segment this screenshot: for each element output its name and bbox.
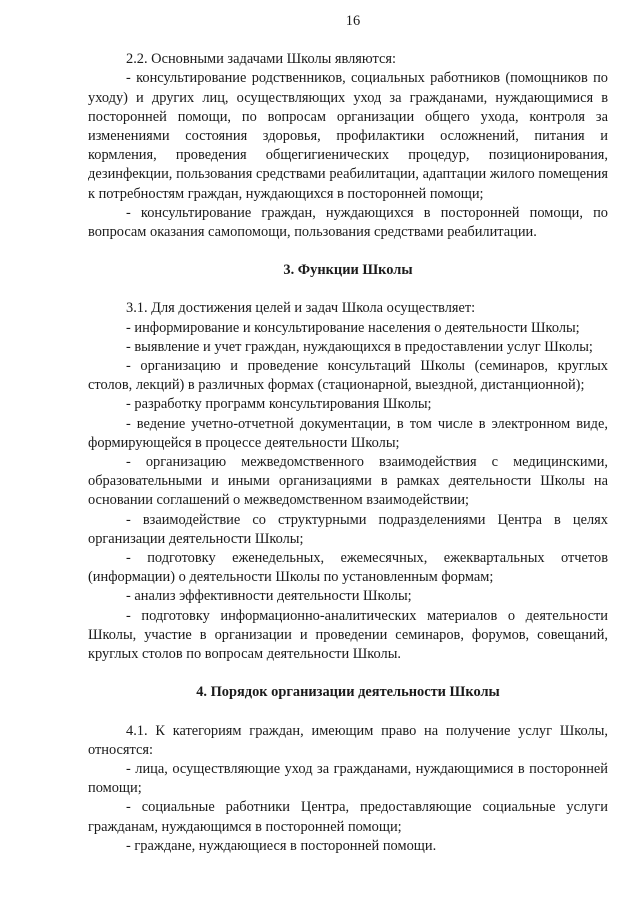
section-3-1-item: - разработку программ консультирования Школы; <box>126 396 432 413</box>
section-2-2-item: - консультирование граждан, нуждающихся в посторонней помощи, по вопросам оказания самопомощи, пользования средствами реабилитации. <box>88 204 608 241</box>
section-4-1-item: - граждане, нуждающиеся в посторонней помощи. <box>126 837 437 854</box>
section-3-1-item: - ведение учетно-отчетной документации, в том числе в электронном виде, формирующейся в процессе деятельности Школы; <box>88 415 608 451</box>
section-2-2-intro: 2.2. Основными задачами Школы являются: <box>126 51 396 68</box>
section-2-2-item: - консультирование родственников, социальных работников (помощников по уходу) и других лиц, осуществляющих уход за гражданами, нуждающимися в посторонней помощи, по вопросам организации общего ухода, контроля за изменениями состояния здоровья, профилактики осложнений, питания и кормления, проведения общегигиенических процедур, позиционирования, дезинфекции, пользования средствами реабилитации, адаптации жилого помещения к потребностям граждан, нуждающихся в посторонней помощи; <box>88 70 608 202</box>
section-4-heading: 4. Порядок организации деятельности Школы <box>196 684 500 701</box>
section-3-heading: 3. Функции Школы <box>283 262 413 279</box>
section-3-1-item: - взаимодействие со структурными подразделениями Центра в целях организации деятельности Школы; <box>88 511 608 547</box>
page-number: 16 <box>345 13 361 29</box>
section-4-1-item: - лица, осуществляющие уход за гражданами, нуждающимися в посторонней помощи; <box>88 760 608 797</box>
section-3-1-item: - выявление и учет граждан, нуждающихся в предоставлении услуг Школы; <box>126 338 593 355</box>
section-4-1-intro: 4.1. К категориям граждан, имеющим право на получение услуг Школы, относятся: <box>88 722 608 758</box>
section-3-1-item: - организацию межведомственного взаимодействия с медицинскими, образовательными и иными организациями в рамках деятельности Школы на основании соглашений о межведомственном взаимодействии; <box>88 454 608 509</box>
section-3-1-item: - подготовку информационно-аналитических материалов о деятельности Школы, участие в организации и проведении семинаров, форумов, совещаний, круглых столов по вопросам деятельности Школы. <box>88 607 608 663</box>
section-4-1-item: - социальные работники Центра, предоставляющие социальные услуги гражданам, нуждающимся в посторонней помощи; <box>88 799 608 835</box>
section-3-1-item: - подготовку еженедельных, ежемесячных, ежеквартальных отчетов (информации) о деятельности Школы по установленным формам; <box>88 550 608 586</box>
document-page <box>88 12 608 856</box>
section-3-1-item: - организацию и проведение консультаций Школы (семинаров, круглых столов, лекций) в различных формах (стационарной, выездной, дистанционной); <box>88 358 608 394</box>
section-3-1-item: - анализ эффективности деятельности Школы; <box>126 588 412 605</box>
section-3-1-item: - информирование и консультирование населения о деятельности Школы; <box>126 319 580 336</box>
section-3-1-intro: 3.1. Для достижения целей и задач Школа осуществляет: <box>126 300 476 317</box>
